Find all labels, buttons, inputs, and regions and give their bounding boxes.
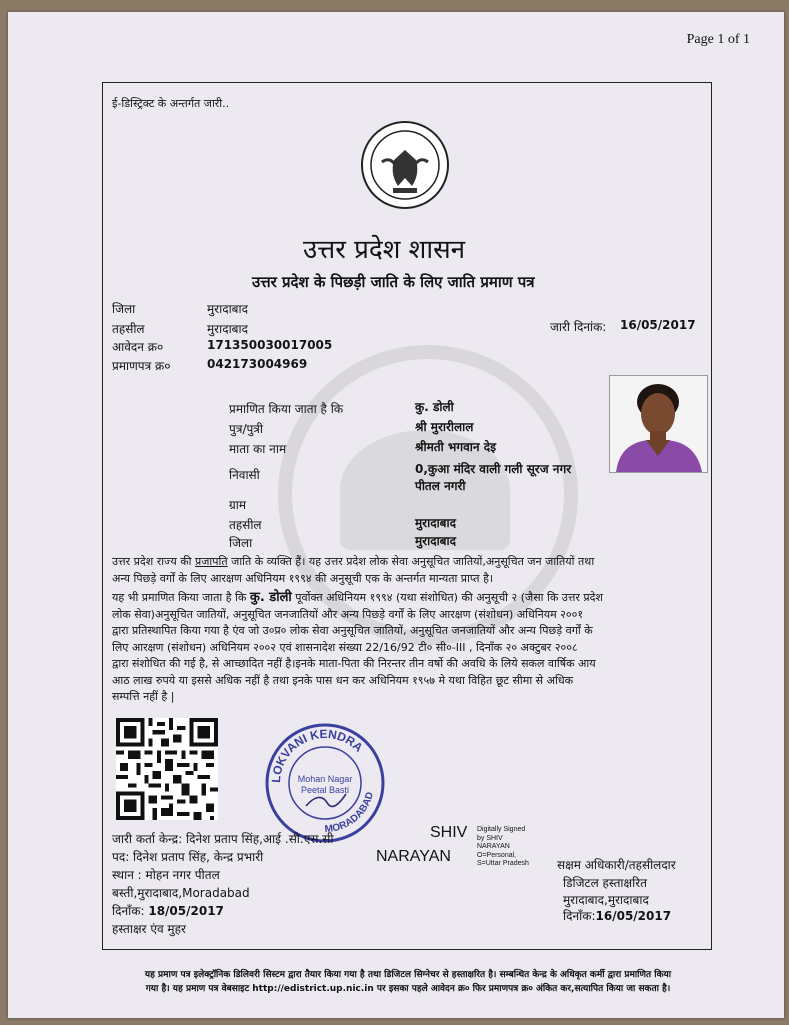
district-label: जिला [112,302,136,316]
issuer-place-line2: बस्ती,मुरादाबाद,Moradabad [112,886,250,900]
application-number-label: आवेदन क्र० [112,340,164,354]
digital-signer-name1: SHIV [430,824,468,841]
issue-date-value: 16/05/2017 [620,318,696,332]
authority-location: मुरादाबाद,मुरादाबाद [563,893,649,907]
sig-detail-4: O=Personal, [477,851,517,859]
sig-detail-3: NARAYAN [477,843,510,850]
up-government-emblem-icon [360,120,450,210]
caste-prefix: उत्तर प्रदेश राज्य की [112,555,196,568]
header-note: ई-डिस्ट्रिक्ट के अन्तर्गत जारी.. [112,97,230,110]
page-title: उत्तर प्रदेश शासन [303,235,466,265]
address-line1: 0,कुआ मंदिर वाली गली सूरज नगर [415,462,572,476]
stamp-middle1: Mohan Nagar [297,774,353,784]
para2-line5: द्वारा संशोधित की गई है, से आच्छादित नहीं है।इनके माता-पिता की निरन्तर तीन वर्षो की अवधि के लिये सकल वार्षिक आय [112,657,596,670]
verification-footer [112,968,704,996]
applicant-photo [609,375,708,473]
tehsil2-label: तहसील [229,518,262,532]
caste-suffix: जाति के व्यक्ति हैं। यह उत्तर प्रदेश लोक सेवा अनुसूचित जातियों,अनुसूचित जन जातियों तथा [227,555,595,568]
issuer-date-label: दिनाँक: [112,904,145,918]
certificate-number-label: प्रमाणपत्र क्र० [112,359,171,373]
tehsil2-value: मुरादाबाद [415,516,457,530]
creamy-layer-statement [112,590,704,706]
lokvani-kendra-stamp [262,720,388,846]
authority-date-value: 16/05/2017 [595,909,672,923]
stamp-middle2: Peetal Basti [300,785,350,795]
authority-digital-sign: डिजिटल हस्ताक्षरित [563,876,647,890]
para2-line4: लिए आरक्षण (संशोधन) अधिनियम २००२ एवं शासनादेश संख्या 22/16/92 टी० सी०-III , दिनाँक २० अक्टुबर २००८ [112,640,578,654]
sig-detail-1: Digitally Signed [477,826,526,833]
address-line2: पीतल नगरी [415,479,466,493]
resident-label: निवासी [229,468,260,482]
district2-value: मुरादाबाद [415,534,457,548]
handwritten-signature [306,794,346,806]
para2-line3: द्वारा प्रतिस्थापित किया गया है एंव जो उ०प्र० लोक सेवा अनुसूचित जातियों, अनुसूचित जनजातियों और अन्य पिछड़े वर्गों के [112,624,593,637]
para2-line7: सम्पत्ति नहीं है | [112,690,175,703]
certificate-number-value: 042173004969 [207,357,308,371]
para2-line6: आठ लाख रुपये या इससे अधिक नहीं है तथा इनके पास धन कर अधिनियम १९५७ मे यथा विहित छूट सीमा से अधिक [112,673,574,687]
certified-label: प्रमाणित किया जाता है कि [229,402,344,416]
qr-code [116,718,218,820]
village-label: ग्राम [229,498,247,512]
para2-holder-name: कु. डोली [249,590,292,605]
district2-label: जिला [229,536,253,550]
authority-date-label: दिनाँक: [563,909,596,923]
tehsil-label: तहसील [112,322,145,336]
page-number: Page 1 of 1 [686,32,750,47]
caste-statement [112,554,704,587]
footer-line1: यह प्रमाण पत्र इलेक्ट्रॉनिक डिलिवरी सिस्टम द्वारा तैयार किया गया है तथा डिजिटल सिग्नेचर से हस्ताक्षरित है। सम्बन्धित केन्द्र के अधिकृत कर्मी द्वारा प्रमाणित किया [144,970,672,980]
sig-detail-5: S=Uttar Pradesh [477,860,529,867]
caste-name: प्रजापति [195,555,228,568]
issue-date-label: जारी दिनांक: [550,320,607,334]
tehsil-value: मुरादाबाद [207,322,249,336]
para2-prefix: यह भी प्रमाणित किया जाता है कि [112,591,250,604]
issuer-place: स्थान : मोहन नगर पीतल [112,868,220,882]
signature-and-seal-label: हस्ताक्षर एंव मुहर [112,922,186,936]
digital-signer-name2: NARAYAN [376,848,451,865]
caste-statement-line2: अन्य पिछड़े वर्गों के लिए आरक्षण अधिनियम १९९४ की अनुसूची एक के अन्तर्गत मान्यता प्राप्त है। [112,571,494,585]
application-number-value: 171350030017005 [207,338,333,352]
para2-line1: पूर्वोक्त अधिनियम १९९४ (यथा संशोधित) की अनुसूची २ (जैसा कि उत्तर प्रदेश [291,591,603,604]
child-of-label: पुत्र/पुत्री [229,422,264,436]
issuer-date-value: 18/05/2017 [148,904,224,918]
issuer-center: जारी कर्ता केन्द्र: दिनेश प्रताप सिंह,आई .सी.एस.सी [112,832,334,846]
sig-detail-2: by SHIV [477,834,503,842]
svg-text:MORADABAD [324,791,376,835]
issuer-post: पद: दिनेश प्रताप सिंह, केन्द्र प्रभारी [112,850,264,864]
father-name: श्री मुरारीलाल [415,420,474,434]
footer-line2: गया है। यह प्रमाण पत्र वेबसाइट http://edistrict.up.nic.in पर इसका पहले आवेदन क्र० फिर प्रमाणपत्र क्र० अंकित कर,सत्यापित किया जा सकता है। [145,984,671,994]
authority-title: सक्षम अधिकारी/तहसीलदार [557,858,676,872]
para2-line2: लोक सेवा)अनुसूचित जातियों, अनुसूचित जनजातियों और अन्य पिछड़े वर्गों के लिए आरक्षण (संशोधन) अधिनियम २००१ [112,607,584,621]
certificate-subtitle: उत्तर प्रदेश के पिछड़ी जाति के लिए जाति प्रमाण पत्र [252,273,535,291]
digital-signature-details [477,826,529,869]
holder-name: कु. डोली [415,400,454,414]
mother-name-label: माता का नाम [229,442,287,456]
stamp-top-text: LOKVANI KENDRA [268,726,366,784]
stamp-right-text: MORADABAD [324,790,376,836]
mother-name: श्रीमती भगवान देइ [415,440,496,454]
district-value: मुरादाबाद [207,302,249,316]
